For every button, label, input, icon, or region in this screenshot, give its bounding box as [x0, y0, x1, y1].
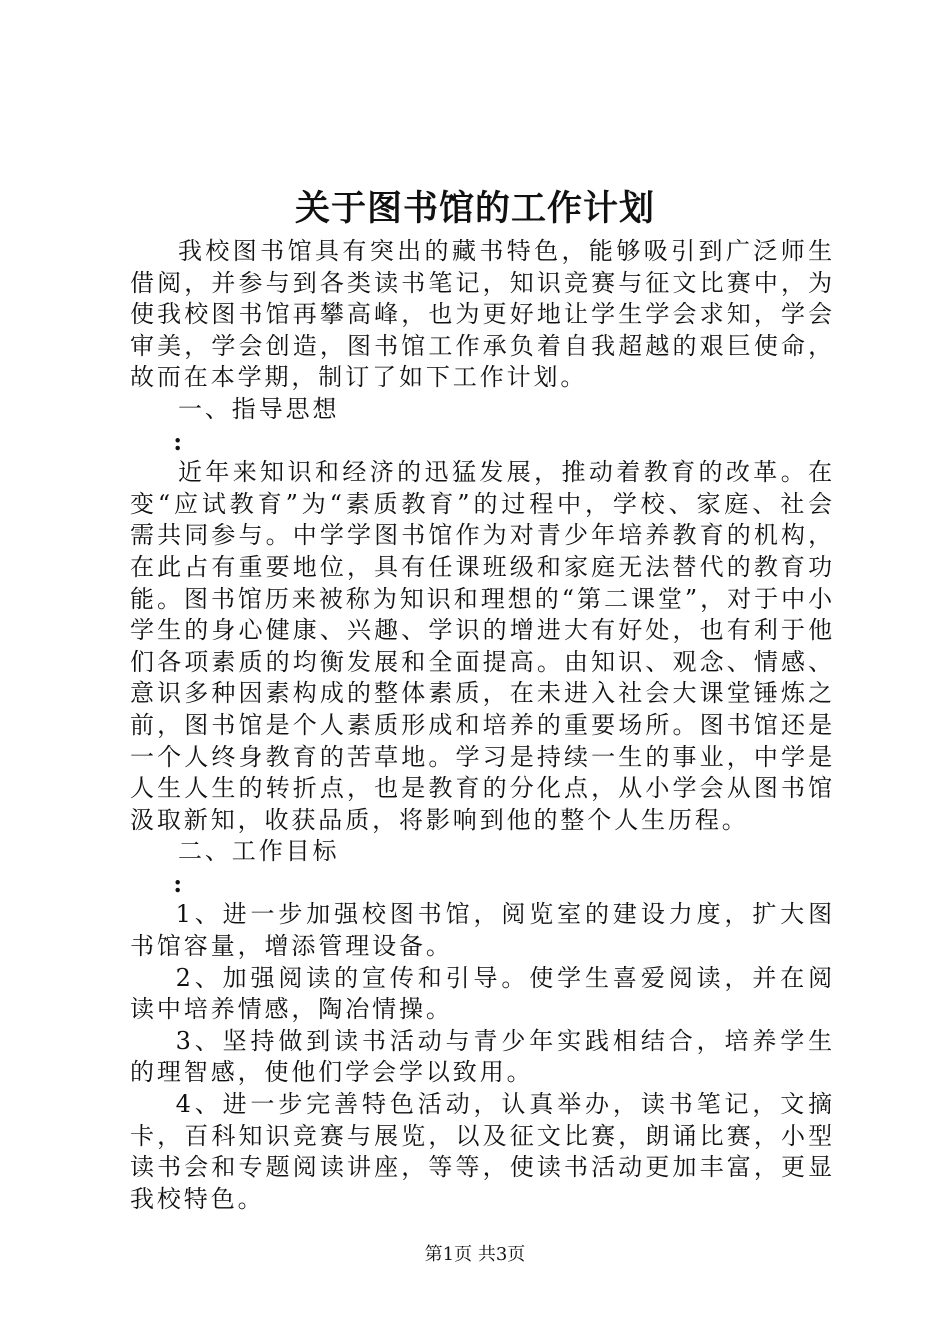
section-colon: :	[173, 868, 185, 898]
page-title: 关于图书馆的工作计划	[294, 188, 655, 229]
section-colon: :	[173, 426, 185, 456]
intro-paragraph: 我校图书馆具有突出的藏书特色，能够吸引到广泛师生借阅，并参与到各类读书笔记，知识竞赛与征文比赛中，为使我校图书馆再攀高峰，也为更好地让学生学会求知，学会审美，学会创造，图书馆工作承负着自我超越的艰巨使命，故而在本学期，制订了如下工作计划。	[130, 237, 835, 392]
page-indicator: 第1页 共3页	[424, 1244, 526, 1265]
guiding-ideology-paragraph: 近年来知识和经济的迅猛发展，推动着教育的改革。在变“应试教育”为“素质教育”的过程中，学校、家庭、社会需共同参与。中学学图书馆作为对青少年培养教育的机构，在此占有重要地位，具有任课班级和家庭无法替代的教育功能。图书馆历来被称为知识和理想的“第二课堂”，对于中小学生的身心健康、兴趣、学识的增进大有好处，也有利于他们各项素质的均衡发展和全面提高。由知识、观念、情感、意识多种因素构成的整体素质，在未进入社会大课堂锤炼之前，图书馆是个人素质形成和培养的重要场所。图书馆还是一个人终身教育的苦草地。学习是持续一生的事业，中学是人生人生的转折点，也是教育的分化点，从小学会从图书馆汲取新知，收获品质，将影响到他的整个人生历程。	[130, 458, 835, 834]
goal-item-3: 3、坚持做到读书活动与青少年实践相结合，培养学生的理智感，使他们学会学以致用。	[130, 1026, 835, 1087]
document-body	[130, 236, 835, 1215]
goal-item-4: 4、进一步完善特色活动，认真举办，读书笔记，文摘卡，百科知识竞赛与展览，以及征文比赛，朗诵比赛，小型读书会和专题阅读讲座，等等，使读书活动更加丰富，更显我校特色。	[130, 1090, 835, 1213]
section-heading-guiding-ideology: 一、指导思想	[178, 394, 340, 423]
goal-item-1: 1、进一步加强校图书馆，阅览室的建设力度，扩大图书馆容量，增添管理设备。	[130, 900, 835, 961]
goal-item-2: 2、加强阅读的宣传和引导。使学生喜爱阅读，并在阅读中培养情感，陶冶情操。	[130, 963, 835, 1024]
page-footer	[0, 1243, 950, 1267]
section-heading-work-goals: 二、工作目标	[178, 837, 340, 866]
